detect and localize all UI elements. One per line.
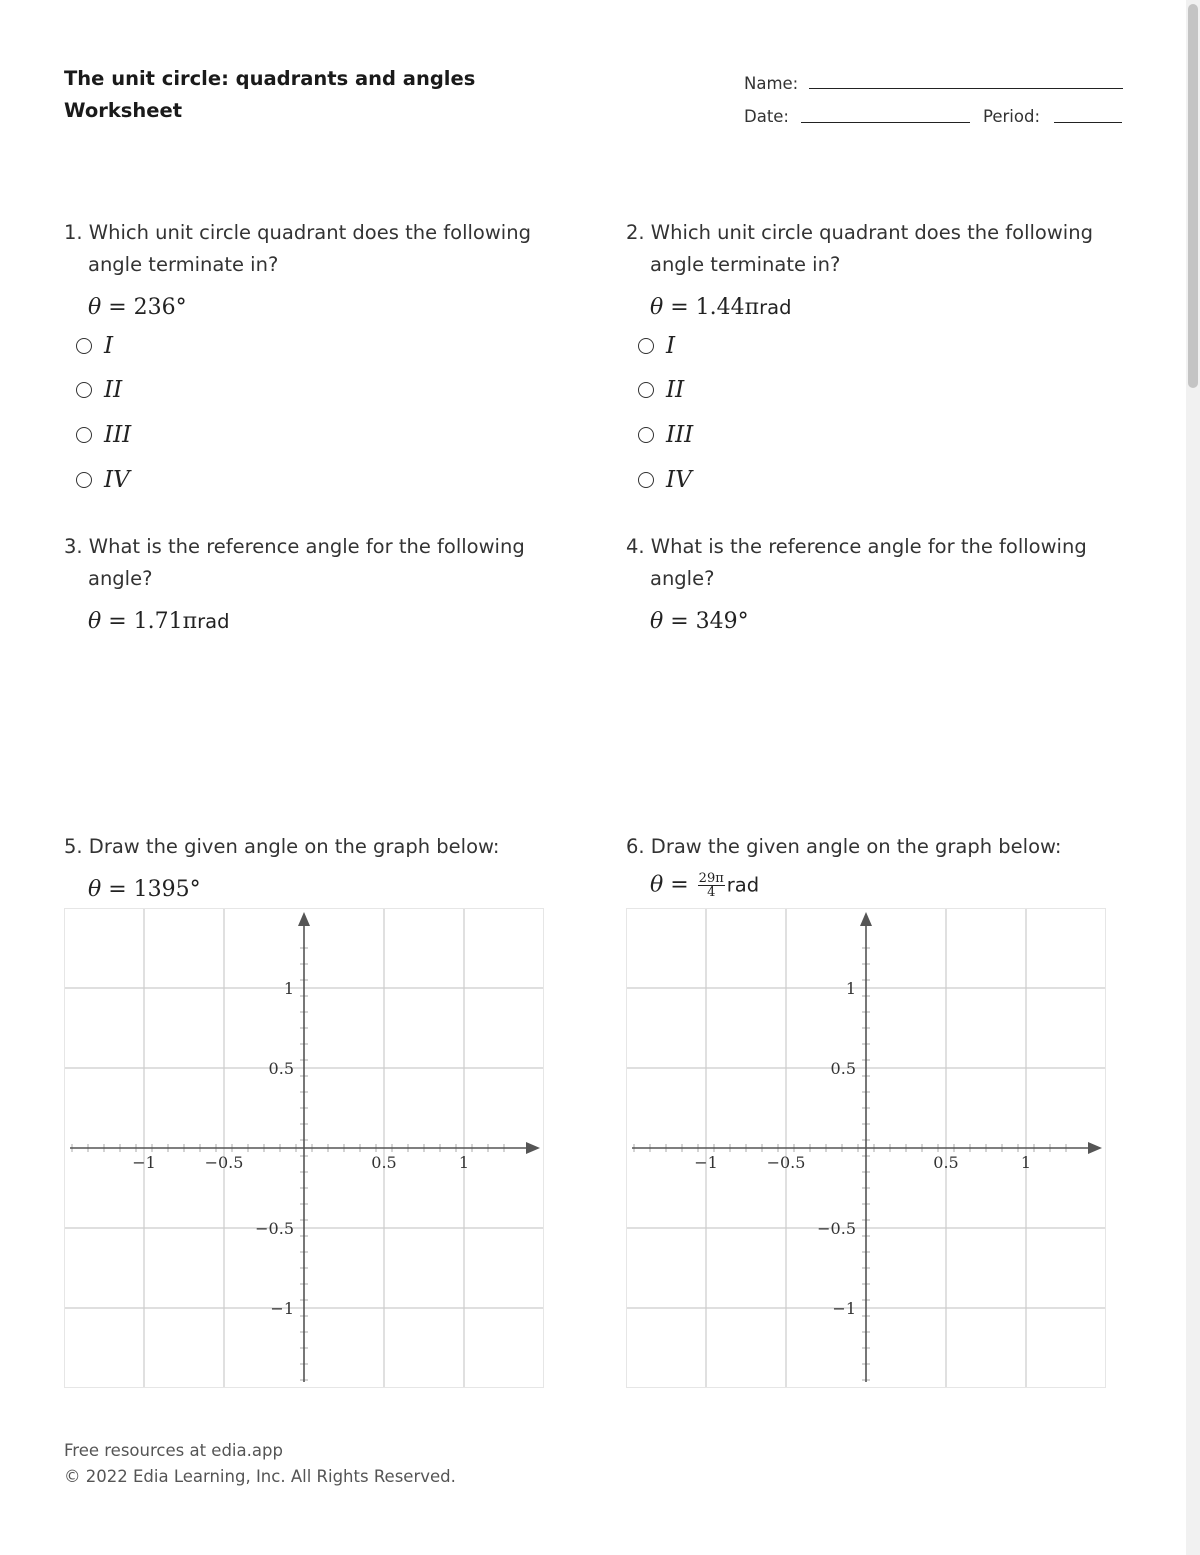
- question-1: [64, 217, 544, 281]
- q2-choice-III[interactable]: [638, 422, 693, 448]
- radio-button[interactable]: [76, 472, 92, 488]
- theta-symbol: θ =: [650, 872, 696, 898]
- y-tick-label: −0.5: [255, 1219, 294, 1238]
- choice-label: IV: [104, 467, 130, 493]
- question-2: [626, 217, 1106, 281]
- choice-label: III: [104, 422, 132, 448]
- question-2-unit: rad: [759, 296, 792, 319]
- y-tick-label: −0.5: [817, 1219, 856, 1238]
- question-4: [626, 531, 1106, 595]
- theta-symbol: θ =: [88, 295, 134, 320]
- q2-choice-I[interactable]: [638, 333, 675, 359]
- x-tick-label: 1: [458, 1153, 470, 1172]
- question-1-angle: [88, 295, 187, 320]
- date-line[interactable]: [801, 122, 970, 123]
- graph-q6[interactable]: [626, 908, 1106, 1388]
- question-5-angle: [88, 877, 201, 902]
- x-tick-label: −1: [694, 1153, 718, 1172]
- scrollbar-thumb[interactable]: [1188, 4, 1198, 388]
- question-4-prompt: 4. What is the reference angle for the following angle?: [626, 535, 1087, 590]
- worksheet-title: The unit circle: quadrants and angles: [64, 67, 476, 90]
- y-tick-label: −1: [832, 1299, 856, 1318]
- question-2-prompt: 2. Which unit circle quadrant does the following angle terminate in?: [626, 221, 1093, 276]
- choice-label: I: [666, 333, 676, 359]
- question-3-angle: [88, 609, 229, 634]
- theta-symbol: θ =: [650, 295, 696, 320]
- radio-button[interactable]: [638, 472, 654, 488]
- question-6: [626, 831, 1106, 863]
- radio-button[interactable]: [638, 382, 654, 398]
- question-5: [64, 831, 544, 863]
- worksheet-subtitle: Worksheet: [64, 99, 183, 122]
- choice-label: IV: [666, 467, 692, 493]
- question-6-prompt: 6. Draw the given angle on the graph below:: [626, 835, 1062, 858]
- graph-q5[interactable]: [64, 908, 544, 1388]
- fraction-numerator: 29π: [698, 871, 724, 886]
- name-line[interactable]: [809, 88, 1123, 89]
- choice-label: II: [104, 377, 123, 403]
- x-axis-arrow-icon: [526, 1142, 540, 1154]
- radio-button[interactable]: [638, 427, 654, 443]
- x-tick-label: −0.5: [766, 1153, 806, 1172]
- radio-button[interactable]: [76, 427, 92, 443]
- radio-button[interactable]: [76, 382, 92, 398]
- question-3-value: 1.71π: [133, 609, 198, 634]
- q2-choice-II[interactable]: [638, 377, 684, 403]
- question-2-angle: [650, 295, 791, 320]
- choice-label: II: [666, 377, 685, 403]
- question-1-value: 236°: [133, 295, 187, 320]
- q2-choice-IV[interactable]: [638, 467, 692, 493]
- question-1-prompt: 1. Which unit circle quadrant does the following angle terminate in?: [64, 221, 531, 276]
- x-tick-label: −1: [132, 1153, 156, 1172]
- scrollbar-track[interactable]: [1186, 0, 1200, 1555]
- x-tick-label: 0.5: [371, 1153, 397, 1172]
- period-line[interactable]: [1054, 122, 1122, 123]
- date-label: Date:: [744, 107, 789, 126]
- choice-label: III: [666, 422, 694, 448]
- choice-label: I: [104, 333, 114, 359]
- x-axis-arrow-icon: [1088, 1142, 1102, 1154]
- question-5-value: 1395°: [133, 877, 201, 902]
- question-5-prompt: 5. Draw the given angle on the graph below:: [64, 835, 500, 858]
- theta-symbol: θ =: [88, 609, 134, 634]
- radio-button[interactable]: [76, 338, 92, 354]
- question-3-prompt: 3. What is the reference angle for the following angle?: [64, 535, 525, 590]
- question-4-angle: [650, 609, 749, 634]
- y-tick-label: 0.5: [830, 1059, 856, 1078]
- y-axis-arrow-icon: [860, 912, 872, 926]
- footer-copyright: © 2022 Edia Learning, Inc. All Rights Reserved.: [64, 1467, 456, 1486]
- x-tick-label: 1: [1020, 1153, 1032, 1172]
- q1-choice-IV[interactable]: [76, 467, 130, 493]
- y-tick-label: 1: [283, 979, 294, 998]
- x-tick-label: −0.5: [204, 1153, 244, 1172]
- name-label: Name:: [744, 74, 799, 93]
- y-tick-label: −1: [270, 1299, 294, 1318]
- question-6-unit: rad: [726, 873, 760, 897]
- y-tick-label: 0.5: [268, 1059, 294, 1078]
- x-tick-label: 0.5: [933, 1153, 959, 1172]
- y-axis-arrow-icon: [298, 912, 310, 926]
- footer-resources: Free resources at edia.app: [64, 1441, 283, 1460]
- question-3-unit: rad: [197, 610, 230, 633]
- theta-symbol: θ =: [650, 609, 696, 634]
- angle-fraction: [698, 872, 725, 899]
- theta-symbol: θ =: [88, 877, 134, 902]
- radio-button[interactable]: [638, 338, 654, 354]
- question-3: [64, 531, 544, 595]
- question-4-value: 349°: [695, 609, 749, 634]
- question-2-value: 1.44π: [695, 295, 760, 320]
- period-label: Period:: [983, 107, 1041, 126]
- y-tick-label: 1: [845, 979, 856, 998]
- q1-choice-III[interactable]: [76, 422, 131, 448]
- question-6-angle: [650, 872, 759, 899]
- q1-choice-I[interactable]: [76, 333, 113, 359]
- q1-choice-II[interactable]: [76, 377, 122, 403]
- fraction-denominator: 4: [707, 885, 716, 900]
